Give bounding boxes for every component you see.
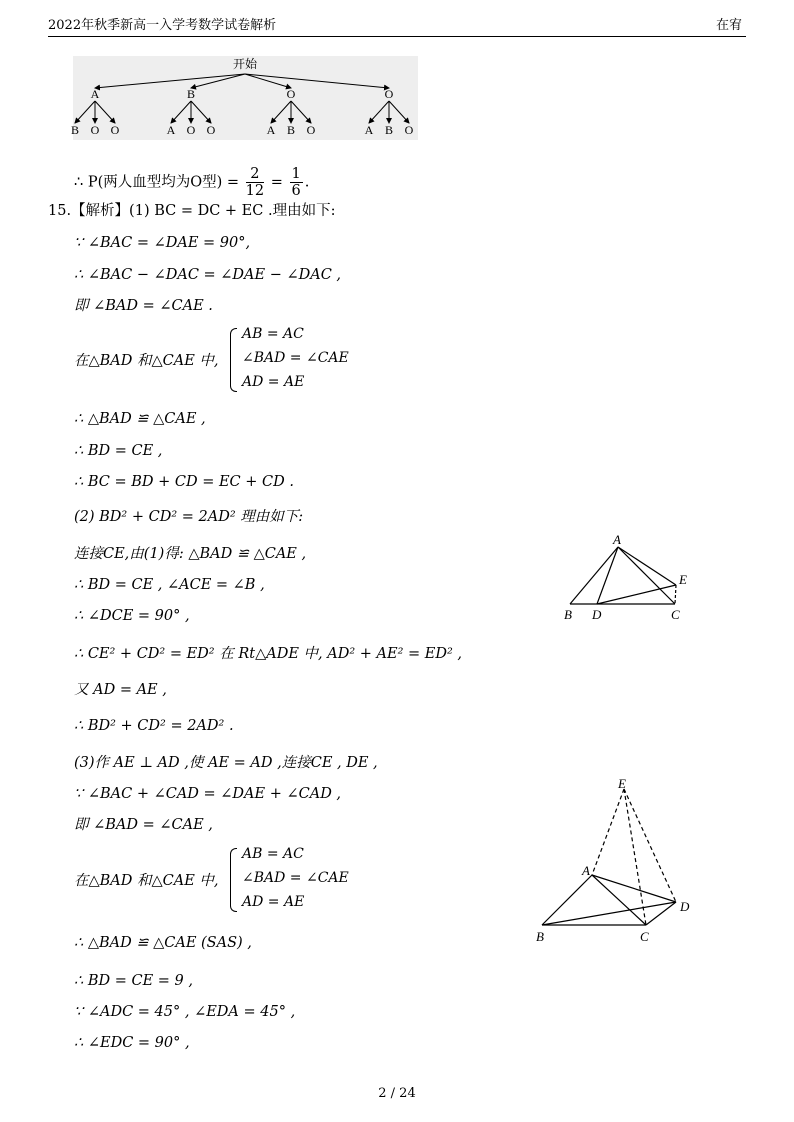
step-line: ∵ ∠BAC + ∠CAD = ∠DAE + ∠CAD ,: [74, 786, 342, 802]
page-number: 2 / 24: [378, 1086, 416, 1101]
prob-eq: =: [266, 174, 288, 191]
probability-line: [74, 166, 309, 199]
fraction-1-6: [290, 166, 303, 199]
frac2-num: 1: [291, 166, 301, 182]
system-eq: ∠BAD = ∠CAE: [242, 870, 349, 886]
system-eq: AB = AC: [242, 846, 304, 862]
tree-parent-node: O: [286, 87, 296, 101]
step-line: 连接CE,由(1)得: △BAD ≌ △CAE ,: [74, 546, 307, 562]
blood-type-tree-diagram: [70, 56, 418, 140]
step-line: ∵ ∠BAC = ∠DAE = 90°,: [74, 235, 251, 251]
step-line: ∴ BD = CE , ∠ACE = ∠B ,: [74, 577, 265, 593]
fig2-label-b: B: [536, 929, 544, 944]
step-line: ∴ BD = CE = 9 ,: [74, 973, 193, 989]
tree-child-node: O: [306, 123, 316, 137]
tree-child-node: A: [266, 123, 276, 137]
step-line: (2) BD² + CD² = 2AD² 理由如下:: [74, 509, 304, 525]
tree-child-node: O: [90, 123, 100, 137]
step-line: (3)作 AE ⊥ AD ,使 AE = AD ,连接CE , DE ,: [74, 755, 378, 771]
brace: [230, 848, 237, 912]
system-eq: AD = AE: [242, 894, 305, 910]
fig1-label-b: B: [564, 607, 572, 622]
tree-child-node: B: [384, 123, 394, 137]
fig1-label-e: E: [679, 572, 687, 587]
step-line: ∴ ∠BAC − ∠DAC = ∠DAE − ∠DAC ,: [74, 267, 342, 283]
tree-parent-node: O: [384, 87, 394, 101]
fraction-2-12: [246, 166, 264, 199]
tree-parent-node: A: [90, 87, 100, 101]
step-line: ∴ ∠DCE = 90° ,: [74, 608, 190, 624]
problem-15-heading: 15.【解析】(1) BC = DC + EC .理由如下:: [48, 203, 336, 219]
step-line: ∴ △BAD ≌ △CAE ,: [74, 411, 206, 427]
fig1-label-a: A: [613, 532, 621, 547]
step-line: 又 AD = AE ,: [74, 682, 167, 698]
system-eq: ∠BAD = ∠CAE: [242, 350, 349, 366]
fig2-label-c: C: [640, 929, 649, 944]
tree-child-node: B: [286, 123, 296, 137]
fig2-label-a: A: [582, 863, 590, 878]
triangle-figure-1: [555, 532, 705, 627]
step-line: ∵ ∠ADC = 45° , ∠EDA = 45° ,: [74, 1004, 296, 1020]
fig2-label-e: E: [618, 776, 626, 791]
fig1-label-c: C: [671, 607, 680, 622]
tree-child-node: A: [364, 123, 374, 137]
frac1-num: 2: [246, 166, 264, 183]
frac1-den: 12: [245, 183, 265, 199]
frac2-den: 6: [291, 183, 301, 199]
tree-parent-node: B: [186, 87, 196, 101]
triangle-figure-2: [530, 775, 705, 950]
step-line: ∴ BC = BD + CD = EC + CD .: [74, 474, 294, 490]
tree-child-node: O: [110, 123, 120, 137]
tree-child-node: A: [166, 123, 176, 137]
step-line: 即 ∠BAD = ∠CAE ,: [74, 817, 213, 833]
step-line: ∴ △BAD ≌ △CAE (SAS) ,: [74, 935, 252, 951]
step-line: ∴ ∠EDC = 90° ,: [74, 1035, 190, 1051]
step-line: ∴ CE² + CD² = ED² 在 Rt△ADE 中, AD² + AE² = ED² ,: [74, 646, 462, 662]
step-line: 在△BAD 和△CAE 中,: [74, 873, 219, 889]
tree-child-node: B: [70, 123, 80, 137]
tree-child-node: O: [404, 123, 414, 137]
system-eq: AB = AC: [242, 326, 304, 342]
fig1-label-d: D: [592, 607, 602, 622]
header-brand: 在宥: [715, 18, 742, 33]
prob-prefix: ∴ P(两人血型均为O型) =: [74, 174, 244, 191]
tree-root: 开始: [232, 57, 258, 71]
header-divider: [48, 36, 746, 37]
tree-child-node: O: [206, 123, 216, 137]
system-eq: AD = AE: [242, 374, 305, 390]
step-line: 在△BAD 和△CAE 中,: [74, 353, 219, 369]
fig2-label-d: D: [680, 899, 690, 914]
header-title: 2022年秋季新高一入学考数学试卷解析: [48, 18, 277, 33]
step-line: ∴ BD² + CD² = 2AD² .: [74, 718, 234, 734]
step-line: ∴ BD = CE ,: [74, 443, 163, 459]
prob-suffix: .: [304, 174, 310, 191]
brace: [230, 328, 237, 392]
step-line: 即 ∠BAD = ∠CAE .: [74, 298, 213, 314]
tree-child-node: O: [186, 123, 196, 137]
